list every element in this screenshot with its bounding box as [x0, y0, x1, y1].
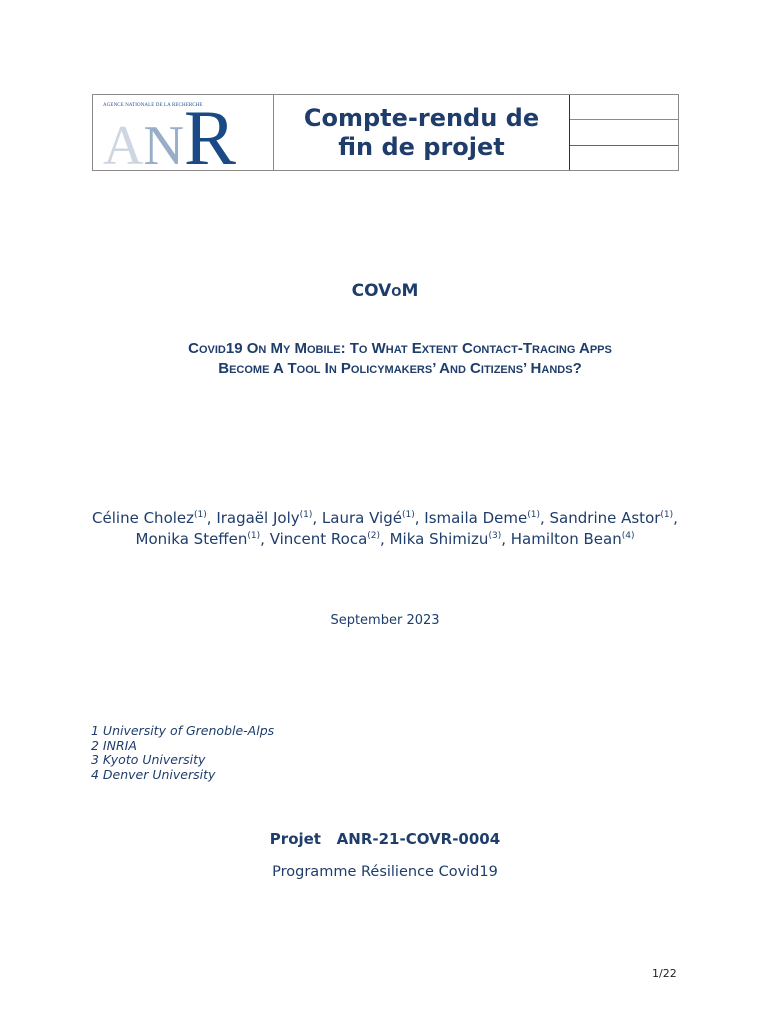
logo-letter-r: R — [183, 94, 236, 181]
author: Laura Vigé$^{(1)}$ — [321, 509, 415, 527]
logo-letter-a: A — [103, 115, 144, 177]
report-title-cell — [274, 95, 570, 170]
project-id — [0, 830, 770, 848]
author: Mika Shimizu$^{(3)}$ — [389, 530, 502, 548]
affiliation: 4 Denver University — [91, 767, 216, 783]
affiliation: 2 INRIA — [91, 737, 137, 753]
logo-letter-n: N — [143, 115, 184, 177]
affiliation: 1 University of Grenoble-Alps — [91, 723, 275, 738]
logo-tagline: AGENCE NATIONALE DE LA RECHERCHE — [103, 103, 203, 108]
affiliation: 3 Kyoto University — [91, 752, 206, 768]
meta-row — [570, 120, 678, 145]
author: Iragaël Joly$^{(1)}$ — [216, 509, 313, 527]
report-date: September 2023 — [330, 613, 440, 628]
author: Hamilton Bean$^{(4)}$ — [510, 530, 635, 548]
author-list: Céline Cholez$^{(1)}$, Iragaël Joly$^{(1)}$, Laura Vigé$^{(1)}$, Ismaila Deme$^{(1)}$, Sandrine Astor$^{(1)}$, Monika Steffen$^{(1)}$, Vincent Roca$^{(2)}$, Mika Shimizu$^{(3)}$, Hamilton Bean$^{(4)}$ — [92, 509, 678, 548]
subtitle-line2: Become A Tool In Policymakers’ And Citizens’ Hands? — [218, 360, 582, 377]
report-title — [304, 104, 539, 162]
author: Ismaila Deme$^{(1)}$ — [424, 509, 540, 527]
affiliation-list — [91, 724, 274, 783]
header-table — [92, 94, 679, 181]
logo-letters — [103, 94, 236, 181]
author: Vincent Roca$^{(2)}$ — [269, 530, 381, 548]
project-acronym — [0, 281, 770, 301]
meta-row — [570, 95, 678, 120]
project-code: ANR-21-COVR-0004 — [336, 830, 501, 848]
author: Monika Steffen$^{(1)}$ — [135, 530, 261, 548]
acronym-part: COV — [351, 281, 392, 301]
project-label: Projet — [269, 830, 321, 848]
report-title-line1: Compte-rendu de — [303, 103, 540, 132]
author: Sandrine Astor$^{(1)}$ — [549, 509, 674, 527]
subtitle-line1: Covid19 On My Mobile: To What Extent Contact-Tracing Apps — [188, 340, 612, 357]
acronym-part: O — [391, 285, 402, 299]
anr-logo — [93, 94, 274, 181]
acronym-part: M — [401, 281, 419, 301]
author: Céline Cholez$^{(1)}$ — [92, 509, 207, 527]
report-title-line2: fin de projet — [338, 132, 505, 161]
programme-name: Programme Résilience Covid19 — [272, 864, 498, 880]
page-number: 1/22 — [652, 967, 677, 980]
meta-cell — [570, 95, 678, 170]
project-subtitle — [100, 339, 700, 379]
meta-row — [570, 146, 678, 170]
